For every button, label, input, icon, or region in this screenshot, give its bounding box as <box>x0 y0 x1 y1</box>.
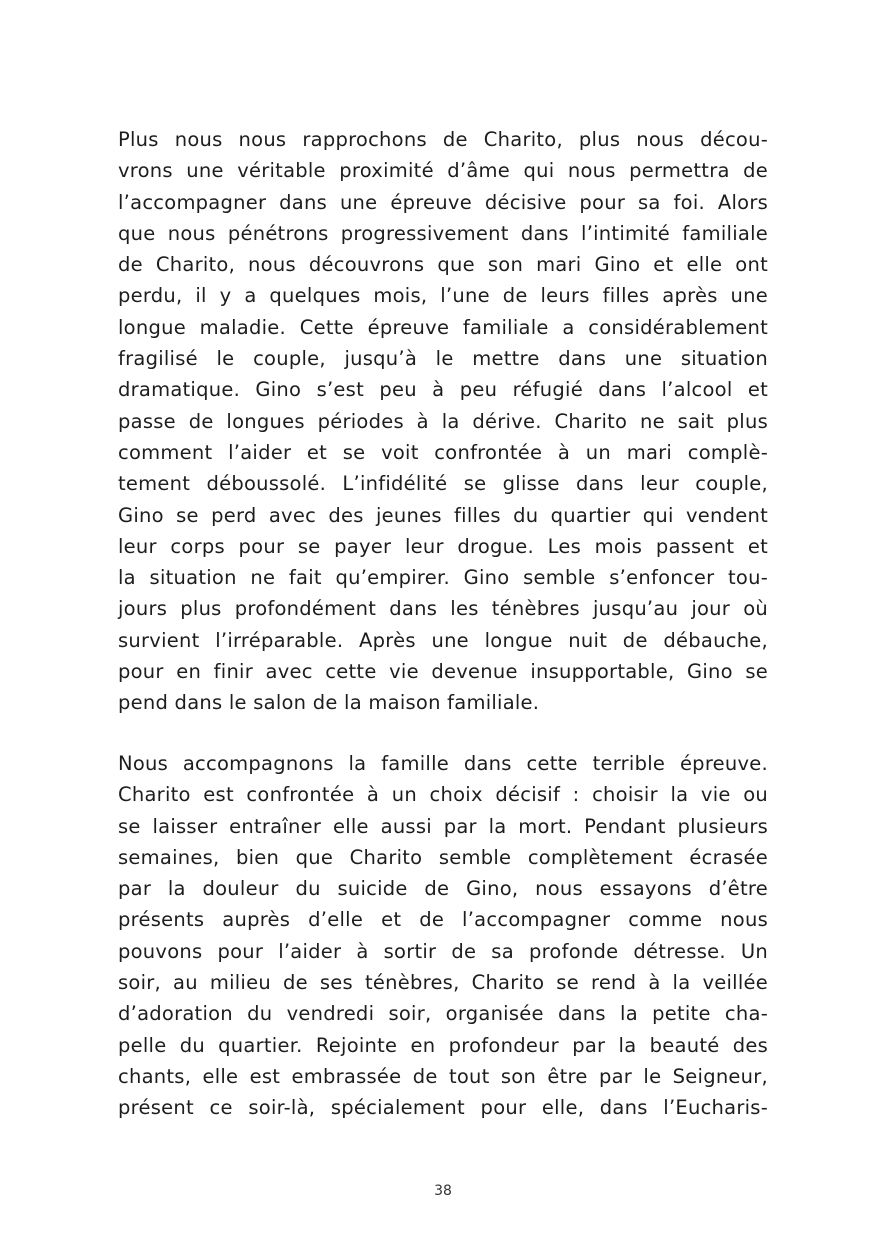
text-line: présents auprès d’elle et de l’accompagner comme nous <box>118 908 768 932</box>
text-line: pour en finir avec cette vie devenue insupportable, Gino se <box>118 660 768 684</box>
text-line: par la douleur du suicide de Gino, nous essayons d’être <box>118 877 768 901</box>
text-line: Gino se perd avec des jeunes filles du quartier qui vendent <box>118 503 768 527</box>
text-line: longue maladie. Cette épreuve familiale a considérablement <box>118 315 768 339</box>
text-line: survient l’irréparable. Après une longue nuit de débauche, <box>118 628 768 652</box>
text-line: l’accompagner dans une épreuve décisive pour sa foi. Alors <box>118 190 768 214</box>
text-line: comment l’aider et se voit confrontée à un mari complè- <box>118 440 768 464</box>
text-line: passe de longues périodes à la dérive. Charito ne sait plus <box>118 409 768 433</box>
text-line: dramatique. Gino s’est peu à peu réfugié dans l’alcool et <box>118 378 768 402</box>
text-line: pelle du quartier. Rejointe en profondeur par la beauté des <box>118 1033 768 1057</box>
text-line: la situation ne fait qu’empirer. Gino semble s’enfoncer tou- <box>118 566 768 590</box>
text-line: jours plus profondément dans les ténèbres jusqu’au jour où <box>118 597 768 621</box>
page-number: 38 <box>434 1183 452 1199</box>
text-line: se laisser entraîner elle aussi par la mort. Pendant plusieurs <box>118 814 768 838</box>
text-line: leur corps pour se payer leur drogue. Les mois passent et <box>118 534 768 558</box>
text-line: pouvons pour l’aider à sortir de sa profonde détresse. Un <box>118 939 768 963</box>
paragraph-2 <box>118 748 768 1124</box>
text-line: fragilisé le couple, jusqu’à le mettre dans une situation <box>118 347 768 371</box>
text-line: de Charito, nous découvrons que son mari Gino et elle ont <box>118 253 768 277</box>
text-line: semaines, bien que Charito semble complètement écrasée <box>118 845 768 869</box>
text-line: chants, elle est embrassée de tout son être par le Seigneur, <box>118 1064 768 1088</box>
text-line: perdu, il y a quelques mois, l’une de leurs filles après une <box>118 284 768 308</box>
text-line: Plus nous nous rapprochons de Charito, plus nous décou- <box>118 128 768 151</box>
text-line: tement déboussolé. L’infidélité se glisse dans leur couple, <box>118 472 768 496</box>
text-line: vrons une véritable proximité d’âme qui nous permettra de <box>118 159 768 183</box>
text-line: soir, au milieu de ses ténèbres, Charito se rend à la veillée <box>118 971 768 995</box>
text-line: pend dans le salon de la maison familiale. <box>118 691 540 715</box>
text-line: Nous accompagnons la famille dans cette terrible épreuve. <box>118 752 768 775</box>
text-line: Charito est confrontée à un choix décisif : choisir la vie ou <box>118 783 768 807</box>
text-line: présent ce soir-là, spécialement pour elle, dans l’Eucharis- <box>118 1096 768 1120</box>
text-line: d’adoration du vendredi soir, organisée dans la petite cha- <box>118 1002 768 1026</box>
text-line: que nous pénétrons progressivement dans l’intimité familiale <box>118 221 768 245</box>
paragraph-1 <box>118 124 768 719</box>
